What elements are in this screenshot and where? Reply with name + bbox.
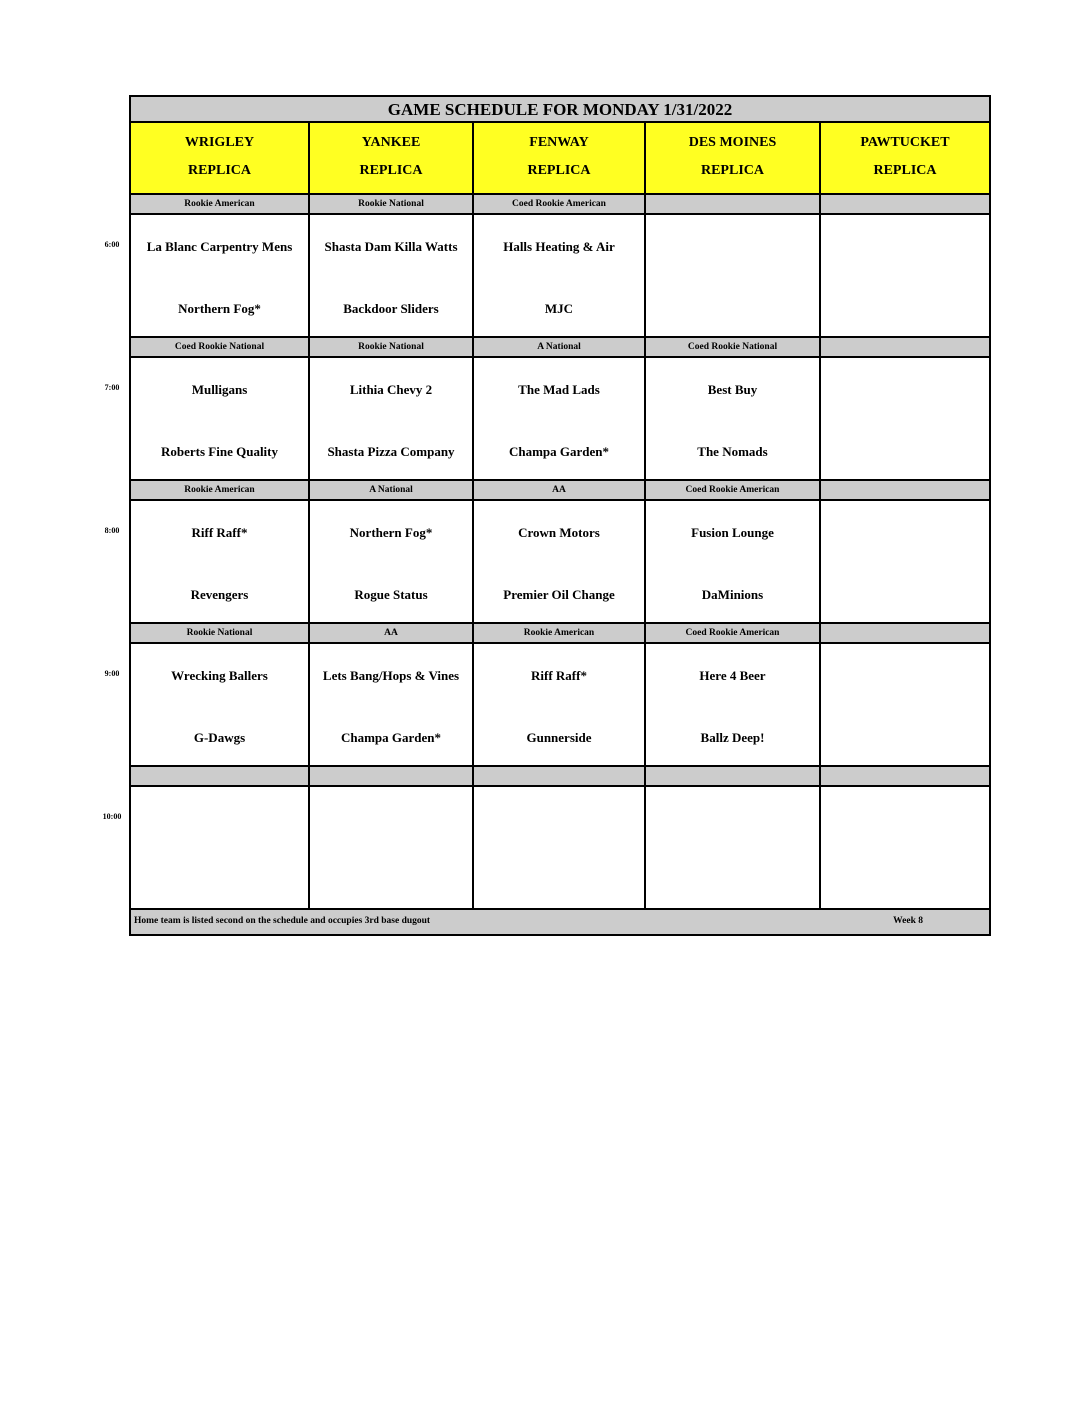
field-header (821, 123, 989, 193)
game-cell (131, 358, 310, 479)
game-cell (821, 215, 989, 336)
away-team: Mulligans (191, 382, 248, 397)
away-team: Lets Bang/Hops & Vines (322, 668, 460, 683)
game-cell (821, 358, 989, 479)
home-team: DaMinions (701, 587, 764, 602)
away-team: Northern Fog* (349, 525, 433, 540)
game-cell (310, 501, 474, 622)
home-team: Revengers (190, 587, 249, 602)
division-label: Coed Rookie American (646, 481, 821, 499)
game-cell (646, 215, 821, 336)
division-label (821, 195, 989, 213)
game-cell (310, 644, 474, 765)
game-cell (474, 358, 646, 479)
away-team: Crown Motors (518, 525, 600, 540)
division-label (821, 624, 989, 642)
division-row (131, 767, 989, 787)
field-name: YANKEE (361, 135, 421, 150)
game-cell (131, 787, 310, 908)
game-cell (474, 787, 646, 908)
field-header-row (131, 123, 989, 195)
away-team: Lithia Chevy 2 (349, 382, 433, 397)
schedule-title: GAME SCHEDULE FOR MONDAY 1/31/2022 (131, 97, 989, 123)
division-label: Rookie American (474, 624, 646, 642)
game-cell (646, 787, 821, 908)
game-cell (821, 644, 989, 765)
division-row (131, 195, 989, 215)
time-label: 6:00 (104, 240, 120, 249)
division-label: Rookie National (310, 195, 474, 213)
division-label: Rookie National (310, 338, 474, 356)
away-team: Best Buy (707, 382, 758, 397)
home-team: Gunnerside (526, 730, 592, 745)
time-label: 10:00 (102, 812, 122, 821)
time-label: 9:00 (104, 669, 120, 678)
away-team: Wrecking Ballers (171, 668, 268, 683)
game-cell (821, 501, 989, 622)
field-name: FENWAY (529, 135, 589, 150)
division-label (131, 767, 310, 785)
division-label: Coed Rookie American (474, 195, 646, 213)
game-cell (474, 501, 646, 622)
division-label: Coed Rookie National (646, 338, 821, 356)
division-label: Coed Rookie American (646, 624, 821, 642)
division-label: A National (474, 338, 646, 356)
field-sub: REPLICA (359, 163, 423, 178)
division-label (821, 481, 989, 499)
game-row (131, 644, 989, 767)
time-label: 8:00 (104, 526, 120, 535)
division-label: A National (310, 481, 474, 499)
field-header (310, 123, 474, 193)
game-cell (310, 358, 474, 479)
schedule-table (129, 95, 991, 936)
home-team: MJC (544, 301, 574, 316)
field-header (131, 123, 310, 193)
home-team: Champa Garden* (508, 444, 610, 459)
division-label: Rookie American (131, 195, 310, 213)
game-cell (310, 787, 474, 908)
division-label: Rookie American (131, 481, 310, 499)
division-label (646, 195, 821, 213)
week-label: Week 8 (893, 916, 923, 926)
game-cell (131, 644, 310, 765)
home-team: Rogue Status (354, 587, 428, 602)
game-cell (646, 501, 821, 622)
time-label: 7:00 (104, 383, 120, 392)
field-name: PAWTUCKET (860, 135, 950, 150)
division-row (131, 338, 989, 358)
division-label: AA (474, 481, 646, 499)
division-label (474, 767, 646, 785)
game-cell (474, 215, 646, 336)
schedule-footer (131, 910, 989, 934)
footer-note: Home team is listed second on the schedule and occupies 3rd base dugout (134, 916, 431, 926)
game-row (131, 215, 989, 338)
division-row (131, 481, 989, 501)
game-cell (646, 644, 821, 765)
home-team: Roberts Fine Quality (161, 444, 278, 459)
field-name: DES MOINES (688, 135, 777, 150)
division-label (646, 767, 821, 785)
game-cell (474, 644, 646, 765)
away-team: Here 4 Beer (699, 668, 766, 683)
field-header (474, 123, 646, 193)
field-sub: REPLICA (700, 163, 764, 178)
away-team: The Mad Lads (518, 382, 600, 397)
game-row (131, 358, 989, 481)
division-label: AA (310, 624, 474, 642)
away-team: La Blanc Carpentry Mens (146, 239, 293, 254)
division-label (821, 338, 989, 356)
field-header (646, 123, 821, 193)
game-cell (131, 501, 310, 622)
field-sub: REPLICA (873, 163, 937, 178)
division-label (821, 767, 989, 785)
game-cell (821, 787, 989, 908)
field-sub: REPLICA (527, 163, 591, 178)
division-label (310, 767, 474, 785)
home-team: Northern Fog* (178, 301, 261, 316)
game-cell (646, 358, 821, 479)
game-cell (310, 215, 474, 336)
home-team: Champa Garden* (340, 730, 442, 745)
away-team: Shasta Dam Killa Watts (324, 239, 458, 254)
home-team: G-Dawgs (193, 730, 246, 745)
field-name: WRIGLEY (184, 135, 255, 150)
home-team: Premier Oil Change (503, 587, 615, 602)
game-row (131, 501, 989, 624)
game-row (131, 787, 989, 910)
field-sub: REPLICA (187, 163, 251, 178)
division-label: Rookie National (131, 624, 310, 642)
away-team: Riff Raff* (531, 668, 587, 683)
division-row (131, 624, 989, 644)
home-team: Backdoor Sliders (343, 301, 439, 316)
home-team: Shasta Pizza Company (327, 444, 455, 459)
away-team: Halls Heating & Air (503, 239, 615, 254)
home-team: The Nomads (697, 444, 768, 459)
away-team: Riff Raff* (191, 525, 248, 540)
away-team: Fusion Lounge (691, 525, 774, 540)
division-label: Coed Rookie National (131, 338, 310, 356)
game-cell (131, 215, 310, 336)
home-team: Ballz Deep! (700, 730, 765, 745)
